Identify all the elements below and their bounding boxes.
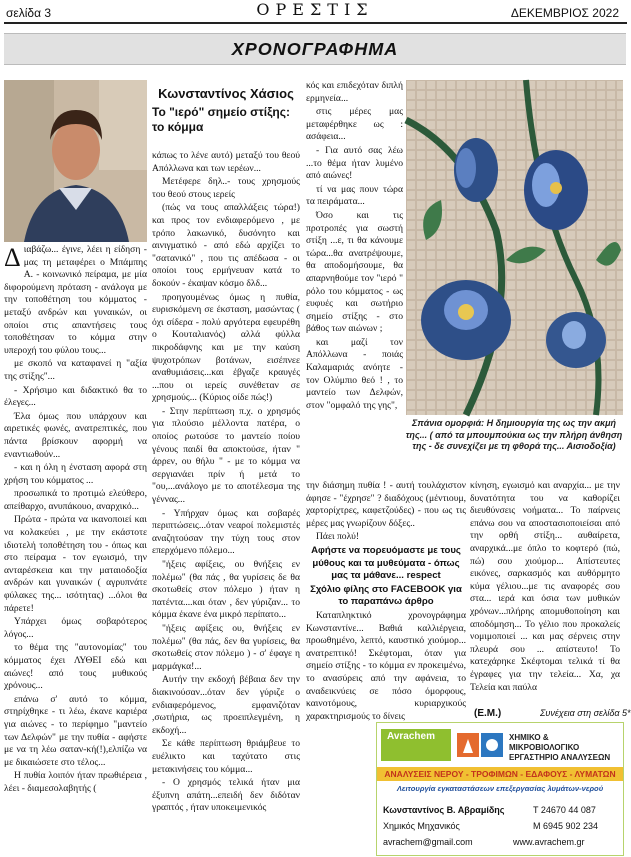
paragraph: Έλα όμως που υπάρχουν και αιρετικές φωνές, ανατρεπτικές, που πάντα βρίσκουν αφορμή να εναντιωθούν...	[4, 410, 147, 460]
header-rule	[4, 22, 627, 24]
paragraph: Αυτήν την εκδοχή βέβαια δεν την διακινούσαν...όταν δεν γύριζε ο ενδιαφερόμενος, εμφανιζόταν ,σωτήρια, ως προειπλεγμένη, η εκδοχή...	[152, 674, 300, 736]
ad-phone: T 24670 44 087	[533, 805, 596, 815]
article-column-2	[152, 150, 300, 854]
paragraph: - Για αυτό σας λέω ...το θέμα ήταν λυμένο από αιώνες!	[306, 144, 403, 182]
paragraph: Καταπληκτικό χρονογράφημα Κωνσταντίνε... Βαθιά καλλιέργεια, προωθημένο, λεπτό, καυστικό χιούμορ... ανατρεπτικό! Σκέφτομαι, όταν για σημείο στίξης - το κόμμα εν προκειμένω, το ανασύρεις από την αφάνεια, το αναδεικνύεις σε πόσο όμορφους, καινοτόμους, κυριαρχικούς χαρακτηρισμούς το δίνεις	[306, 609, 466, 722]
paragraph: - Ο χρησμός τελικά ήταν μια έξυπνη απάτη...επειδή δεν διδόταν γραπτός , ήταν υποκειμενικός	[152, 777, 300, 814]
paragraph: (πώς να τους απαλλάξεις τώρα!) και προς τον ενδιαφερόμενο , με τρόπο λακωνικό, δυσόνητο και αινιγματικό - από εδώ αρχίζει το "σατανικό" , που τις απέδωσα - οι οποίοι τους ερμήνευαν κατά το δοκούν - έκαψαν κόσμο δλδ...	[152, 202, 300, 289]
paragraph: προηγουμένως όμως η πυθία, ευρισκόμενη σε έκσταση, μασώντας ( όχι σίδερα - πολύ αργότερα εφευρέθη ο Κουταλιανός) αλλά φύλλα πικροδάφνης και με την καύση ψυχοτρόπων βοτάνων, εισέπνεε αναθυμιάσεις...και έβγαζε κραυγές ...που οι ιερείς συνέθεταν σε χρησμούς... (Κύριος οίδε πώς!)	[152, 291, 300, 404]
image-caption: Σπάνια ομορφιά: Η δημιουργία της ως την ακμή της... ( από τα μπουμπούκια ως την πλήρη άνθηση της - δε συνεχίζει με τη φθορά της... Αισιοδοξία)	[405, 418, 623, 451]
paragraph: ιαβάζω... έγινε, λέει η είδηση - μας τη μεταφέρει ο Μπάμπης Α. - κοινωνικό πείραμα, με μία διφορούμενη πρόταση - ανάλογα με την τοποθέτηση του κόμματος - μεταξύ ανδρών και γυναικών, οι οποίοι στις απαντήσεις τους τοποθέτησαν το κόμμα στην υπεροχή του φύλου τους...	[4, 244, 147, 356]
paragraph: στις μέρες μας μεταφέρθηκε ως : ασάφεια...	[306, 106, 403, 143]
paragraph: Η πυθία λοιπόν ήταν πρωθιέρεια , λέει - διαμεσολαβητής (	[4, 770, 147, 794]
mosaic-artwork-image	[406, 80, 623, 415]
brand-name: Avrachem	[387, 731, 435, 742]
article-column-3-lower	[306, 480, 466, 722]
paragraph: Μετέφερε δηλ..- τους χρησμούς του θεού στους ιερείς	[152, 176, 300, 200]
avrachem-logo	[381, 729, 451, 761]
section-banner	[4, 33, 626, 65]
paragraph: "ήξεις αφίξεις, ου θνήξεις εν πολέμω" (θα πάς , θα γυρίσεις δε θα σκοτωθείς στον πόλεμο ) ήταν η πατέντα....και όταν , δεν γύριζαν... το κόμμα έκανε ένα μικρό περίπατο...	[152, 559, 300, 621]
paragraph: - και η όλη η ένσταση αφορά στη χρήση του κόμματος ...	[4, 462, 147, 486]
drop-cap: Δ	[4, 243, 21, 272]
lab-icons	[455, 729, 505, 761]
paragraph: - Χρήσιμο και διδακτικό θα το έλεγες...	[4, 384, 147, 409]
paragraph: Πάει πολύ!	[316, 531, 360, 543]
paragraph: το θέμα της "αυτονομίας" του κόμματος έχει ΛΥΘΕΙ εδώ και αιώνες! από τους μυθικούς χρόνους...	[4, 642, 147, 692]
newspaper-logo: ΟΡΕΣΤΙΣ	[256, 0, 374, 19]
paragraph: προσωπικά το προτιμώ ελεύθερο, απείθαρχο, ανυπάκουο, αναρχικό...	[4, 488, 147, 512]
comment-signature: (Ε.Μ.)	[474, 708, 502, 719]
page-number: σελίδα 3	[6, 6, 52, 20]
paragraph: και μαζί τον Απόλλωνα - ποιάς Καλαμαριάς ανόητε - τον Ολύμπιο θεό ! , το μαντείο των Δελφών, στον "ομφαλό της γης",	[306, 336, 403, 411]
bold-callout: Αφήστε να πορευόμαστε με τους μύθους και τα μυθεύματα - όπως μας τα μάθανε... respect	[311, 544, 461, 582]
ad-contact-role: Χημικός Μηχανικός	[383, 821, 460, 831]
paragraph: επάνω σ' αυτό το κόμμα, στηρίχθηκε - τι λέω, έκανε καριέρα για αιώνες - το περίφημο "μαντείο των Δελφών" με την πυθία - αφήστε με να τη λέω σαταν-κή(!),ελπίζω να με δικαιώσετε στο τέλος...	[4, 693, 147, 768]
advertisement-box	[376, 722, 624, 856]
issue-date: ΔΕΚΕΜΒΡΙΟΣ 2022	[510, 6, 619, 20]
paragraph: Σε κάθε περίπτωση θριάμβευε το ευέλικτο και ταχύτατο στις μετακινήσεις του κόμμα...	[152, 738, 300, 775]
paragraph: - Υπήρχαν όμως και σοβαρές περιπτώσεις...όταν νεαροί πολεμιστές αναζητούσαν την τύχη τους στον επερχόμενο πόλεμο...	[152, 507, 300, 557]
paragraph: κάπως το λένε αυτό) μεταξύ του θεού Απόλλωνα και των ιερέων...	[152, 150, 300, 174]
ad-email-link[interactable]: avrachem@gmail.com	[383, 837, 473, 847]
article-column-4	[470, 480, 620, 702]
article-title: Το "ιερό" σημείο στίξης: το κόμμα	[152, 105, 290, 134]
paragraph: Υπάρχει όμως σοβαρότερος λόγος...	[4, 616, 147, 640]
paragraph: την διάσημη πυθία ! - αυτή τουλάχιστον άφησε - "έχρησε" ? διαδόχους (μέντιουμ, χαρτορίχτρες, καφετζούδες) - που ως τις μέρες μας γνωρίζουν δόξες..	[306, 480, 466, 529]
author-name: Κωνσταντίνος Χάσιος	[158, 86, 294, 101]
ad-mobile: M 6945 902 234	[533, 821, 599, 831]
paragraph: Όσο και τις προτροπές για σωστή στίξη ...ε, τι θα κάνουμε τώρα...θα ανατρέψουμε, θα αποδομήσουμε, θα απαρνηθούμε τον "ιερό " ρόλο του κόμματος - ως ευφυές και σωτήριο σημείο στίξης - στο βάθος των αιώνων ;	[306, 209, 403, 335]
author-photo	[4, 80, 147, 242]
article-byline	[152, 86, 300, 135]
paragraph: κίνηση, εγωισμό και αναρχία... με την δυνατότητα του να καθορίζει διευθύνσεις νοήματα... Το παίρνεις επάνω σου να αποστασιοποιείσαι από την ορθή στίξη... αυθαίρετα, αναρχικά...με όπλο το κοφτερό (πώ, πώ) σου χιούμορ... Απίστευτες εικόνες, σαρκασμός και αυθόρμητο κύμα γέλιου...με τις αναφορές σου στα... ιερά και όσια των μυθικών χρόνων...πλήρης απομυθοποίηση και αποδόμηση... Το γέλιο που προκαλείς νομιμοποιεί ... και μας σέρνεις στην πλευρά σου ... απίστευτο! Το κατεχάρηκε Σκέφτομαι τελικά τί θα έγραφες για την τελεία... Χα, χα Τελεία και παύλα	[470, 480, 620, 693]
ad-subtitle-band: Λειτουργία εγκαταστάσεων επεξεργασίας λυμάτων-νερού	[396, 784, 604, 793]
ad-services-band: ΑΝΑΛΥΣΕΙΣ ΝΕΡΟΥ - ΤΡΟΦΙΜΩΝ - ΕΔΑΦΟΥΣ - ΛΥΜΑΤΩΝ	[377, 767, 623, 781]
section-title: ΧΡΟΝΟΓΡΑΦΗΜΑ	[231, 38, 399, 59]
paragraph: με σκοπό να καταφανεί η "αξία της στίξης"...	[4, 358, 147, 382]
ad-contact-name: Κωνσταντίνος Β. Αβραμίδης	[383, 805, 505, 815]
article-column-1	[4, 244, 147, 854]
paragraph: - Στην περίπτωση π.χ. ο χρησμός για πλούσιο μέλλοντα πατέρα, ο οποίος ρωτούσε το μαντείο ποίου γένους παιδί θα αποκτούσε, ήταν " άρρεν, ου θήλυ " - με το κόμμα να σεργιανάει πρίν ή μετά το "ου,...ανάλογο με το αποτέλεσμα της γέννας...	[152, 405, 300, 506]
paragraph: τί να μας πουν τώρα τα πειράματα...	[306, 183, 403, 208]
paragraph: "ήξεις αφίξεις ου, θνήξεις εν πολέμω" (θα πάς, δεν θα γυρίσεις, θα σκοτωθείς στον πόλεμο ) - σ' έφαγε η μαρμάγκα!...	[152, 622, 300, 672]
article-column-3	[306, 80, 403, 480]
ad-title: ΧΗΜΙΚΟ & ΜΙΚΡΟΒΙΟΛΟΓΙΚΟ ΕΡΓΑΣΤΗΡΙΟ ΑΝΑΛΥΣΕΩΝ	[509, 733, 611, 762]
paragraph: κός και επιδεχόταν διπλή ερμηνεία...	[306, 80, 403, 104]
comment-heading: Σχόλιο φίλης στο FACEBOOK για το παραπάνω άρθρο	[310, 583, 462, 608]
continued-note: Συνέχεια στη σελίδα 5*	[540, 708, 631, 718]
paragraph: Πρώτα - πρώτα να ικανοποιεί και να κολακεύει , με την εκάστοτε ιδιοτελή τοποθέτηση του - όπως και στο πείραμα - τον εγωισμό, την ανταρέσκεια και την ματαιοδοξία ανδρών και γυναικών ( αγρυπνάτε φύλακες της... ισότητας) ...όλοι θα πάρετε!	[4, 514, 147, 614]
ad-website-link[interactable]: www.avrachem.gr	[513, 837, 585, 847]
